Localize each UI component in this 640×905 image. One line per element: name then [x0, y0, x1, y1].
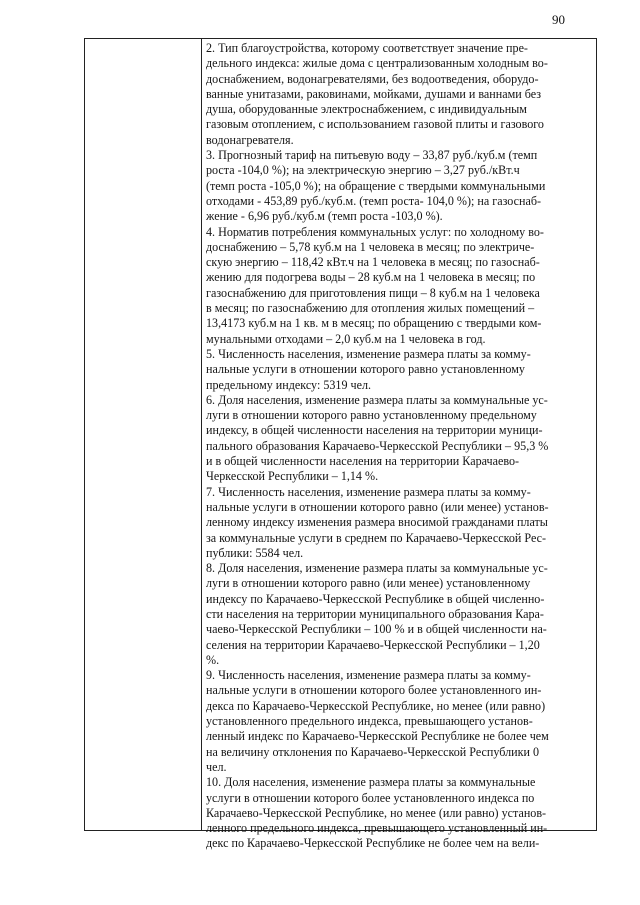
paragraph-line: декса по Карачаево-Черкесской Республике, но менее (или равно) [206, 698, 546, 713]
paragraph-line: публики: 5584 чел. [206, 545, 304, 560]
paragraph-item-5 [206, 347, 594, 393]
paragraph-line: газовым отоплением, с использованием газовой плиты и газового [206, 117, 544, 132]
page-number: 90 [552, 12, 565, 27]
paragraph-line: Черкесской Республики – 1,14 %. [206, 469, 379, 484]
paragraph-line: индексу по Карачаево-Черкесской Республике в общей численно- [206, 591, 545, 606]
paragraph-line: 5. Численность населения, изменение размера платы за комму- [206, 346, 531, 361]
paragraph-line: установленного предельного индекса, превышающего установ- [206, 714, 533, 729]
paragraph-line: селения на территории Карачаево-Черкесской Республики – 1,20 [206, 637, 540, 652]
paragraph-line: услуги в отношении которого более установленного индекса по [206, 790, 535, 805]
table-left-column [85, 39, 202, 830]
paragraph-line: душа, оборудованные электроснабжением, с индивидуальным [206, 102, 527, 117]
paragraph-line: 13,4173 куб.м на 1 кв. м в месяц; по обращению с твердыми ком- [206, 316, 542, 331]
paragraph-line: 6. Доля населения, изменение размера платы за коммунальные ус- [206, 392, 548, 407]
paragraph-line: ванные унитазами, раковинами, мойками, душами и ваннами без [206, 86, 541, 101]
paragraph-line: индексу, в общей численности населения на территории муници- [206, 423, 543, 438]
paragraph-line: в месяц; по газоснабжению для отопления жилых помещений – [206, 301, 535, 316]
paragraph-line: сти населения на территории муниципального образования Кара- [206, 606, 544, 621]
paragraph-line: дельного индекса: жилые дома с централизованным холодным во- [206, 56, 548, 71]
paragraph-line: 7. Численность населения, изменение размера платы за комму- [206, 484, 531, 499]
paragraph-line: 2. Тип благоустройства, которому соответствует значение пре- [206, 41, 528, 55]
paragraph-line: %. [206, 652, 220, 667]
paragraph-line: нальные услуги в отношении которого равно (или менее) установ- [206, 499, 549, 514]
paragraph-item-7 [206, 485, 594, 561]
paragraph-item-3 [206, 148, 594, 224]
paragraph-line: нальные услуги в отношении которого равно установленному [206, 362, 525, 377]
paragraph-item-9 [206, 668, 594, 775]
table-right-column [206, 41, 594, 851]
paragraph-item-10 [206, 775, 594, 851]
paragraph-line: жению для подогрева воды – 28 куб.м на 1 человека в месяц; по [206, 270, 536, 285]
paragraph-line: за коммунальные услуги в среднем по Карачаево-Черкесской Рес- [206, 530, 547, 545]
paragraph-line: на величину отклонения по Карачаево-Черкесской Республики 0 [206, 744, 540, 759]
paragraph-line: ленного предельного индекса, превышающего установленный ин- [206, 821, 548, 836]
paragraph-line: скую энергию – 118,42 кВт.ч на 1 человека в месяц; по газоснаб- [206, 255, 540, 270]
paragraph-line: чел. [206, 759, 227, 774]
paragraph-line: 8. Доля населения, изменение размера платы за коммунальные ус- [206, 561, 548, 576]
paragraph-item-2 [206, 41, 594, 148]
paragraph-line: доснабжению – 5,78 куб.м на 1 человека в месяц; по электриче- [206, 239, 535, 254]
paragraph-line: водонагревателя. [206, 132, 294, 147]
paragraph-line: жение - 6,96 руб./куб.м (темп роста -103,0 %). [206, 209, 443, 224]
paragraph-line: газоснабжению для приготовления пищи – 8 куб.м на 1 человека [206, 285, 540, 300]
paragraph-item-8 [206, 561, 594, 668]
paragraph-line: доснабжением, водонагревателями, без водоотведения, оборудо- [206, 71, 539, 86]
paragraph-line: предельному индексу: 5319 чел. [206, 377, 372, 392]
paragraph-line: нальные услуги в отношении которого более установленного ин- [206, 683, 542, 698]
paragraph-line: Карачаево-Черкесской Республике, но менее (или равно) установ- [206, 805, 547, 820]
document-table [84, 38, 597, 851]
paragraph-line: 9. Численность населения, изменение размера платы за комму- [206, 668, 531, 683]
paragraph-line: и в общей численности населения на территории Карачаево- [206, 454, 520, 469]
paragraph-item-6 [206, 393, 594, 485]
paragraph-line: отходами - 453,89 руб./куб.м. (темп роста- 104,0 %); на газоснаб- [206, 193, 542, 208]
paragraph-line: ленному индексу изменения размера вносимой гражданами платы [206, 515, 548, 530]
paragraph-line: луги в отношении которого равно установленному предельному [206, 408, 537, 423]
paragraph-line: луги в отношении которого равно (или менее) установленному [206, 576, 531, 591]
paragraph-line: пального образования Карачаево-Черкесской Республики – 95,3 % [206, 438, 549, 453]
paragraph-item-4 [206, 225, 594, 347]
paragraph-line: ленный индекс по Карачаево-Черкесской Республике не более чем [206, 729, 549, 744]
paragraph-line: роста -104,0 %); на электрическую энергию – 3,27 руб./кВт.ч [206, 163, 520, 178]
paragraph-line: чаево-Черкесской Республики – 100 % и в общей численности на- [206, 622, 547, 637]
paragraph-line: 10. Доля населения, изменение размера платы за коммунальные [206, 775, 536, 790]
paragraph-line: декс по Карачаево-Черкесской Республике не более чем на вели- [206, 836, 540, 851]
paragraph-line: (темп роста -105,0 %); на обращение с твердыми коммунальными [206, 178, 546, 193]
paragraph-line: 4. Норматив потребления коммунальных услуг: по холодному во- [206, 224, 544, 239]
paragraph-line: мунальными отходами – 2,0 куб.м на 1 человека в год. [206, 331, 486, 346]
paragraph-line: 3. Прогнозный тариф на питьевую воду – 33,87 руб./куб.м (темп [206, 148, 538, 163]
